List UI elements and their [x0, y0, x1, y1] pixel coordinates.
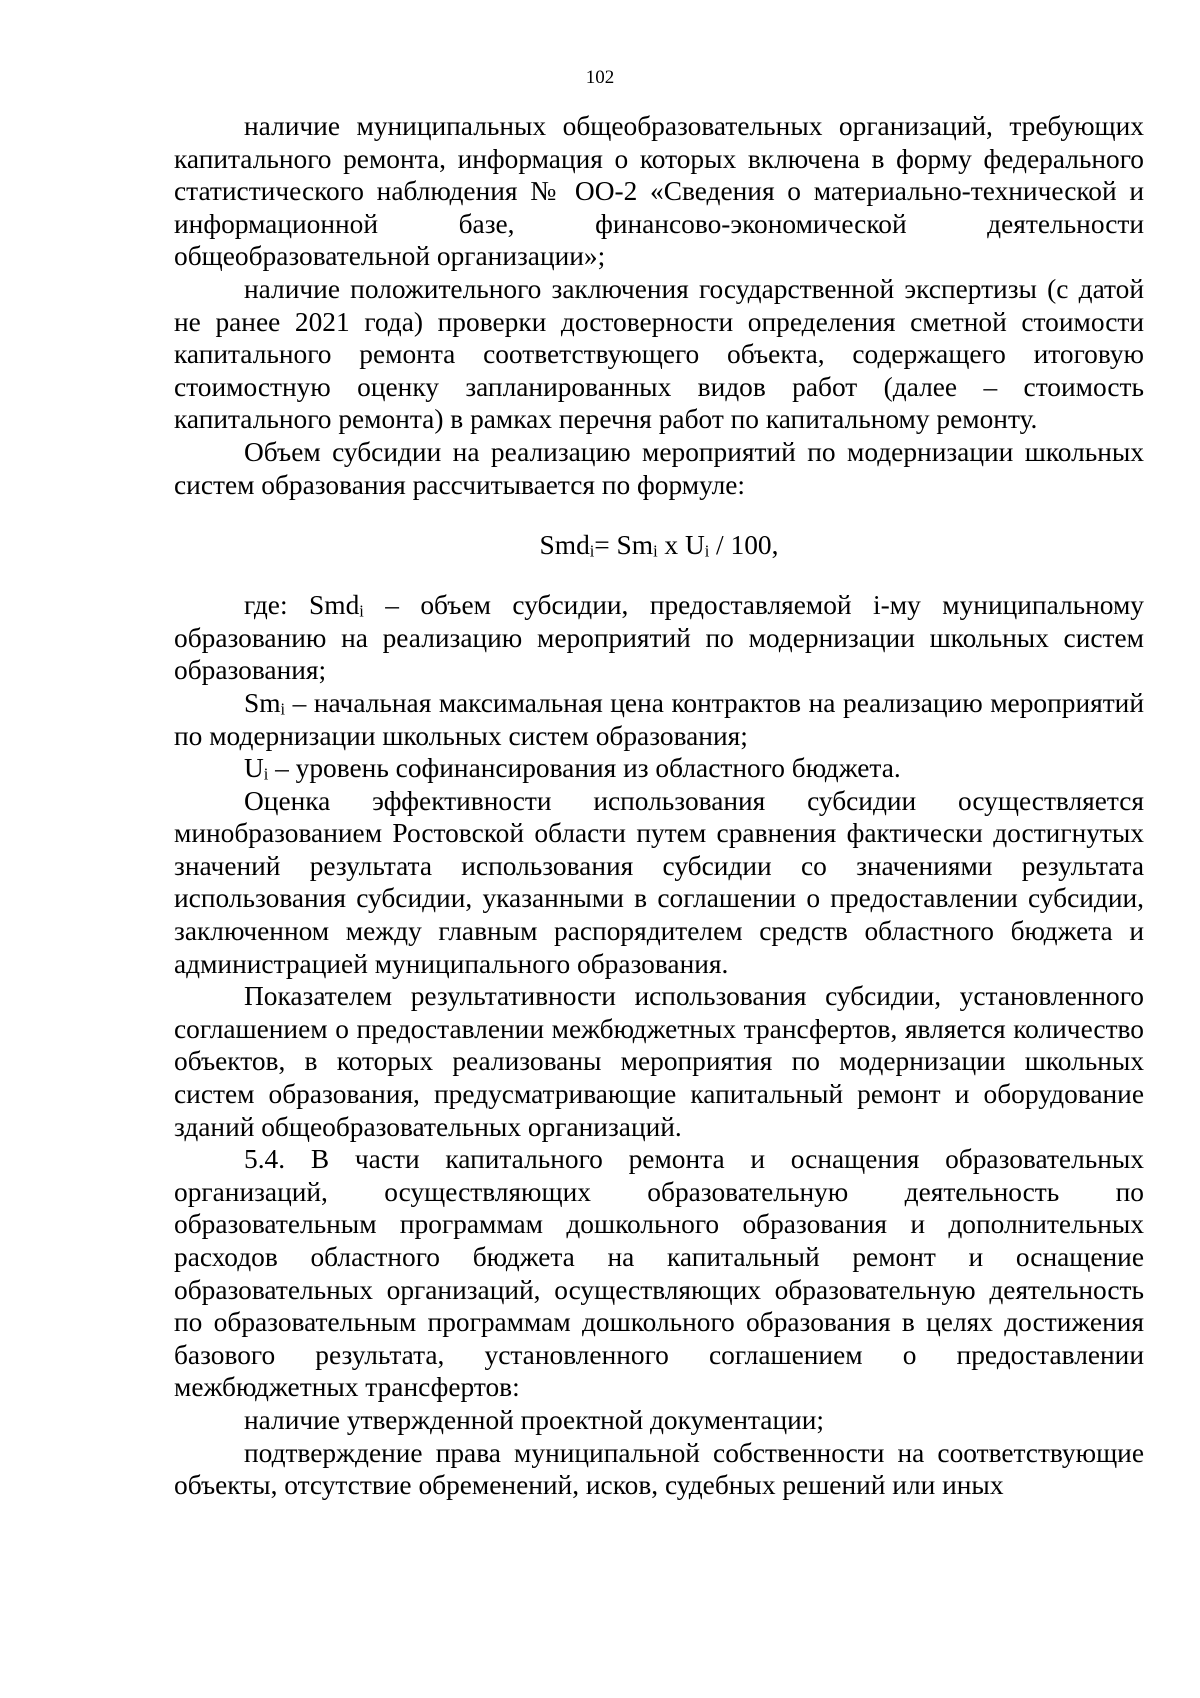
page-number: 102: [585, 67, 615, 88]
paragraph-3: Объем субсидии на реализацию мероприятий по модернизации школьных систем образования рассчитывается по формуле:: [174, 436, 1144, 500]
formula: Smdᵢ= Smᵢ x Uᵢ / 100,: [539, 530, 779, 561]
document-body: [174, 110, 1144, 1502]
paragraph-5: Smᵢ – начальная максимальная цена контрактов на реализацию мероприятий по модернизации школьных систем образования;: [174, 687, 1144, 751]
paragraph-2: наличие положительного заключения государственной экспертизы (с датой не ранее 2021 года) проверки достоверности определения сметной стоимости капитального ремонта соответствующего объекта, содержащего итоговую стоимостную оценку запланированных видов работ (далее – стоимость капитального ремонта) в рамках перечня работ по капитальному ремонту.: [174, 273, 1144, 435]
paragraph-6: Uᵢ – уровень софинансирования из областного бюджета.: [244, 753, 901, 784]
paragraph-7: Оценка эффективности использования субсидии осуществляется минобразованием Ростовской области путем сравнения фактически достигнутых значений результата использования субсидии со значениями результата использования субсидии, указанными в соглашении о предоставлении субсидии, заключенном между главным распорядителем средств областного бюджета и администрацией муниципального образования.: [174, 785, 1144, 979]
paragraph-10: наличие утвержденной проектной документации;: [244, 1404, 825, 1435]
paragraph-4: где: Smdᵢ – объем субсидии, предоставляемой i-му муниципальному образованию на реализацию мероприятий по модернизации школьных систем образования;: [174, 590, 1144, 686]
paragraph-8: Показателем результативности использования субсидии, установленного соглашением о предоставлении межбюджетных трансфертов, является количество объектов, в которых реализованы мероприятия по модернизации школьных систем образования, предусматривающие капитальный ремонт и оборудование зданий общеобразовательных организаций.: [174, 981, 1144, 1142]
paragraph-11: подтверждение права муниципальной собственности на соответствующие объекты, отсутствие обременений, исков, судебных решений или иных: [174, 1437, 1144, 1501]
paragraph-1: наличие муниципальных общеобразовательных организаций, требующих капитального ремонта, информация о которых включена в форму федерального статистического наблюдения № ОО-2 «Сведения о материально-технической и информационной базе, финансово-экономической деятельности общеобразовательной организации»;: [174, 111, 1144, 272]
paragraph-9: 5.4. В части капитального ремонта и оснащения образовательных организаций, осуществляющих образовательную деятельность по образовательным программам дошкольного образования и дополнительных расходов областного бюджета на капитальный ремонт и оснащение образовательных организаций, осуществляющих образовательную деятельность по образовательным программам дошкольного образования в целях достижения базового результата, установленного соглашением о предоставлении межбюджетных трансфертов:: [174, 1144, 1144, 1403]
